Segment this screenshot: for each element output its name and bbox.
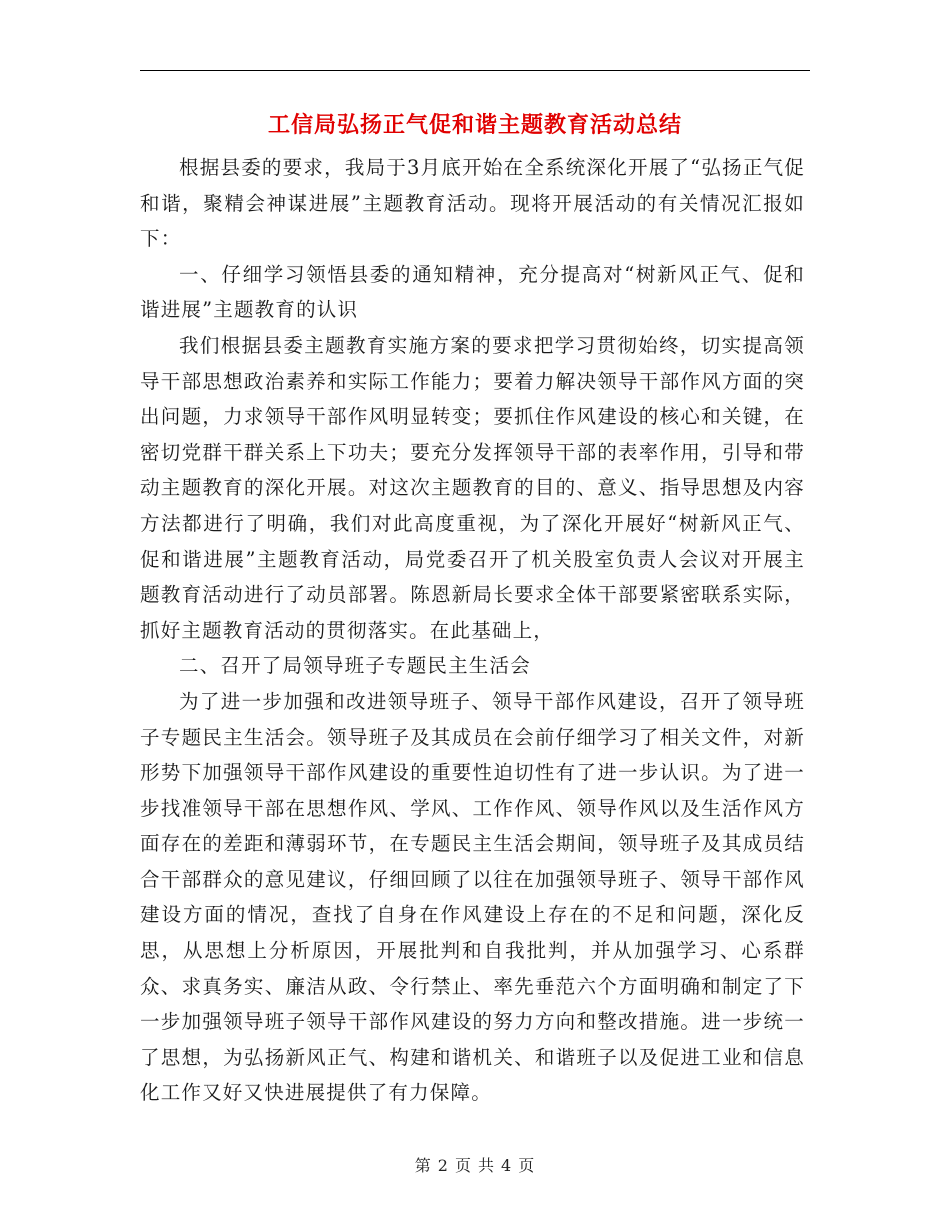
section-heading-1: 一、仔细学习领悟县委的通知精神，充分提高对“树新风正气、促和谐进展”主题教育的认识 — [140, 262, 805, 322]
page-total: 4 — [501, 1156, 513, 1175]
header-rule — [140, 70, 810, 71]
footer-prefix: 第 — [414, 1156, 432, 1175]
document-body — [140, 150, 805, 1111]
page-current: 2 — [437, 1156, 449, 1175]
section-heading-2: 二、召开了局领导班子专题民主生活会 — [179, 654, 531, 678]
footer-middle: 页 共 — [454, 1156, 496, 1175]
paragraph-section-2: 为了进一步加强和改进领导班子、领导干部作风建设，召开了领导班子专题民主生活会。领导班子及其成员在会前仔细学习了相关文件，对新形势下加强领导干部作风建设的重要性迫切性有了进一步认识。为了进一步找准领导干部在思想作风、学风、工作作风、领导作风以及生活作风方面存在的差距和薄弱环节，在专题民主生活会期间，领导班子及其成员结合干部群众的意见建议，仔细回顾了以往在加强领导班子、领导干部作风建设方面的情况，查找了自身在作风建设上存在的不足和问题，深化反思，从思想上分析原因，开展批判和自我批判，并从加强学习、心系群众、求真务实、廉洁从政、令行禁止、率先垂范六个方面明确和制定了下一步加强领导班子领导干部作风建设的努力方向和整改措施。进一步统一了思想，为弘扬新风正气、构建和谐机关、和谐班子以及促进工业和信息化工作又好又快进展提供了有力保障。 — [140, 689, 805, 1105]
page-footer — [0, 1153, 950, 1176]
document-title: 工信局弘扬正气促和谐主题教育活动总结 — [267, 112, 682, 138]
footer-suffix: 页 — [518, 1156, 536, 1175]
paragraph-section-1: 我们根据县委主题教育实施方案的要求把学习贯彻始终，切实提高领导干部思想政治素养和实际工作能力；要着力解决领导干部作风方面的突出问题，力求领导干部作风明显转变；要抓住作风建设的核心和关键，在密切党群干群关系上下功夫；要充分发挥领导干部的表率作用，引导和带动主题教育的深化开展。对这次主题教育的目的、意义、指导思想及内容方法都进行了明确，我们对此高度重视，为了深化开展好“树新风正气、促和谐进展”主题教育活动，局党委召开了机关股室负责人会议对开展主题教育活动进行了动员部署。陈恩新局长要求全体干部要紧密联系实际，抓好主题教育活动的贯彻落实。在此基础上， — [140, 333, 805, 642]
paragraph-intro: 根据县委的要求，我局于3月底开始在全系统深化开展了“弘扬正气促和谐，聚精会神谋进展”主题教育活动。现将开展活动的有关情况汇报如下： — [140, 156, 805, 251]
